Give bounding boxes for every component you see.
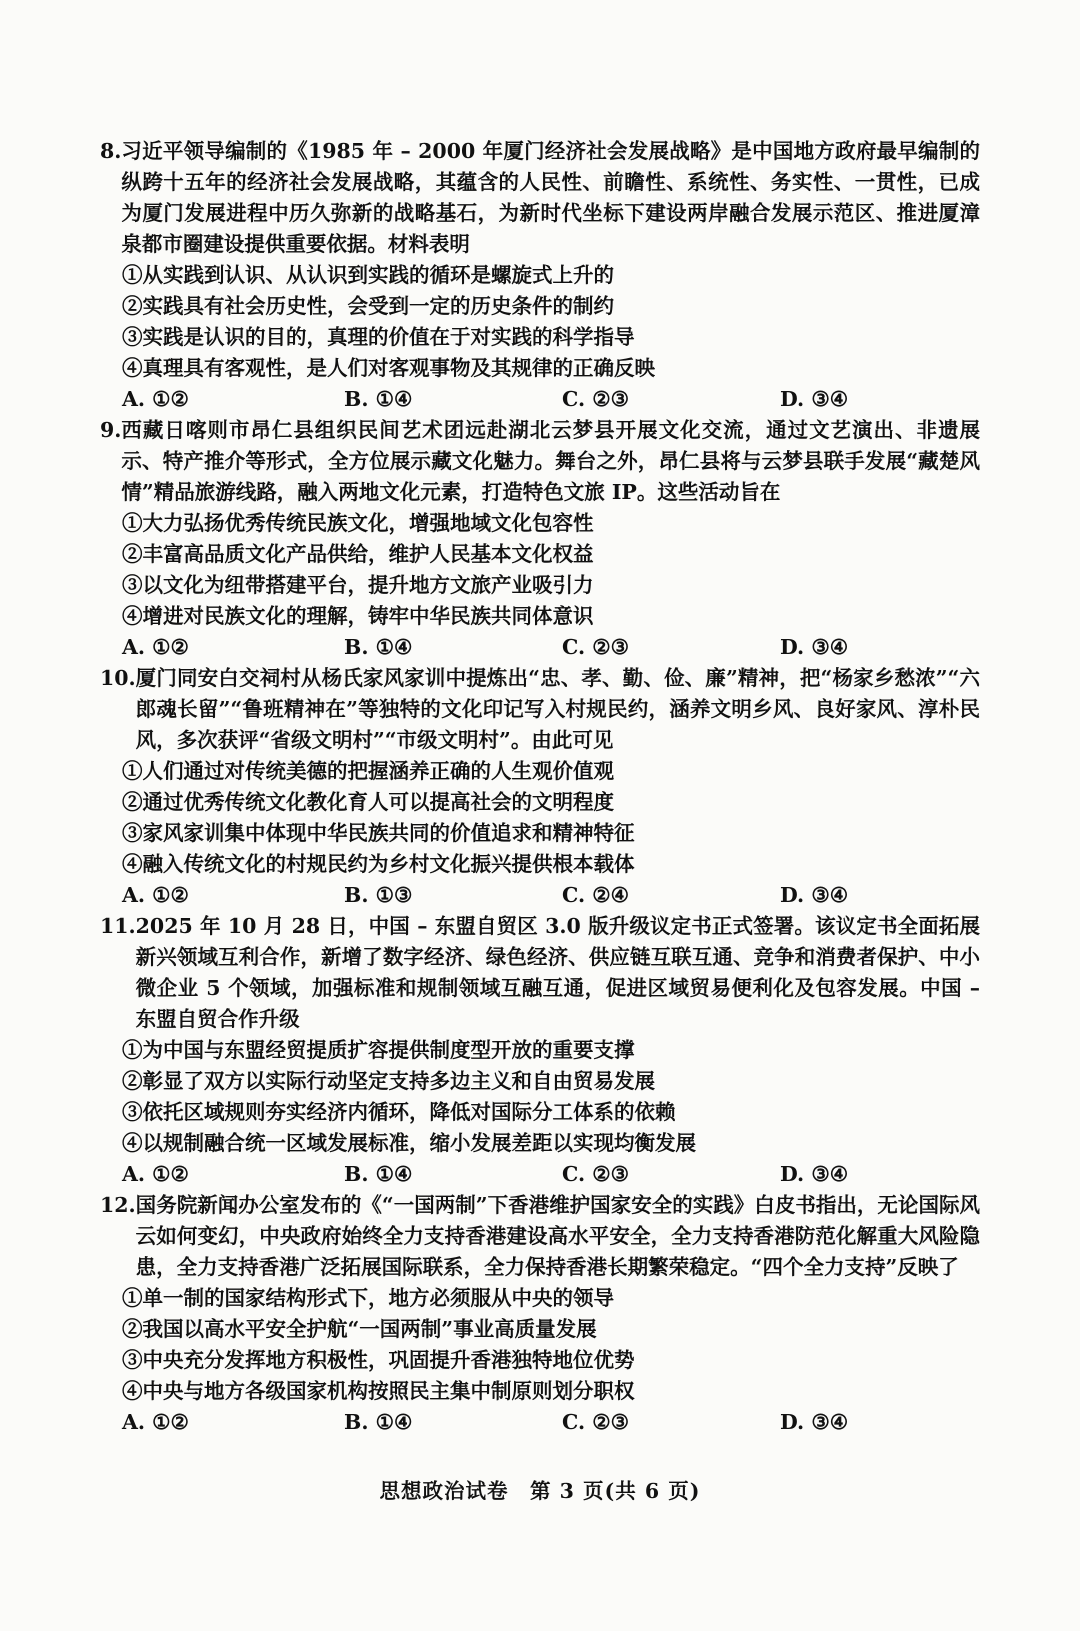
option-b: B. ①④ [344,1410,413,1434]
statement-4: ④融入传统文化的村规民约为乡村文化振兴提供根本载体 [122,852,635,876]
option-d: D. ③④ [780,1162,849,1186]
option-c: C. ②④ [562,883,629,907]
page-footer: 思想政治试卷 第 3 页(共 6 页) [379,1479,701,1503]
question-text: 厦门同安白交祠村从杨氏家风家训中提炼出“忠、孝、勤、俭、廉”精神，把“杨家乡愁浓”“六郎魂长留”“鲁班精神在”等独特的文化印记写入村规民约，涵养文明乡风、良好家风、淳朴民风，多次获评“省级文明村”“市级文明村”。由此可见 [135,666,980,752]
option-d: D. ③④ [780,635,849,659]
option-b: B. ①④ [344,387,413,411]
answer-options [100,1159,980,1190]
answer-options [100,880,980,911]
question-11 [100,911,980,1190]
option-a: A. ①② [122,635,189,659]
answer-options [100,1407,980,1438]
option-a: A. ①② [122,387,189,411]
option-b: B. ①③ [344,883,413,907]
option-d: D. ③④ [780,883,849,907]
statement-2: ②我国以高水平安全护航“一国两制”事业高质量发展 [122,1317,597,1341]
statement-3: ③家风家训集中体现中华民族共同的价值追求和精神特征 [122,821,635,845]
statement-list [100,1035,980,1159]
statement-4: ④中央与地方各级国家机构按照民主集中制原则划分职权 [122,1379,635,1403]
statement-4: ④增进对民族文化的理解，铸牢中华民族共同体意识 [122,604,594,628]
statement-list [100,756,980,880]
question-9 [100,415,980,663]
statement-2: ②丰富高品质文化产品供给，维护人民基本文化权益 [122,542,594,566]
statement-3: ③实践是认识的目的，真理的价值在于对实践的科学指导 [122,325,635,349]
statement-list [100,508,980,632]
statement-3: ③中央充分发挥地方积极性，巩固提升香港独特地位优势 [122,1348,635,1372]
option-c: C. ②③ [562,635,629,659]
question-number: 9. [100,418,122,442]
question-number: 12. [100,1193,136,1217]
question-text: 习近平领导编制的《1985 年 – 2000 年厦门经济社会发展战略》是中国地方政府最早编制的纵跨十五年的经济社会发展战略，其蕴含的人民性、前瞻性、系统性、务实性、一贯性，已成为厦门发展进程中历久弥新的战略基石，为新时代坐标下建设两岸融合发展示范区、推进厦漳泉都市圈建设提供重要依据。材料表明 [121,139,980,256]
statement-2: ②通过优秀传统文化教化育人可以提高社会的文明程度 [122,790,614,814]
question-stem [100,663,980,756]
question-stem [100,415,980,508]
question-text: 国务院新闻办公室发布的《“一国两制”下香港维护国家安全的实践》白皮书指出，无论国际风云如何变幻，中央政府始终全力支持香港建设高水平安全，全力支持香港防范化解重大风险隐患，全力支持香港广泛拓展国际联系，全力保持香港长期繁荣稳定。“四个全力支持”反映了 [135,1193,980,1279]
statement-list [100,1283,980,1407]
question-text: 2025 年 10 月 28 日，中国 – 东盟自贸区 3.0 版升级议定书正式签署。该议定书全面拓展新兴领域互利合作，新增了数字经济、绿色经济、供应链互联互通、竞争和消费者保护、中小微企业 5 个领域，加强标准和规制领域互融互通，促进区域贸易便利化及包容发展。中国 – 东盟自贸合作升级 [135,914,980,1031]
question-stem [100,911,980,1035]
statement-1: ①为中国与东盟经贸提质扩容提供制度型开放的重要支撑 [122,1038,635,1062]
option-c: C. ②③ [562,1162,629,1186]
exam-page [100,136,980,1438]
question-number: 11. [100,914,136,938]
answer-options [100,632,980,663]
option-d: D. ③④ [780,387,849,411]
statement-4: ④真理具有客观性，是人们对客观事物及其规律的正确反映 [122,356,655,380]
option-a: A. ①② [122,883,189,907]
statement-2: ②实践具有社会历史性，会受到一定的历史条件的制约 [122,294,614,318]
question-text: 西藏日喀则市昂仁县组织民间艺术团远赴湖北云梦县开展文化交流，通过文艺演出、非遗展示、特产推介等形式，全方位展示藏文化魅力。舞台之外，昂仁县将与云梦县联手发展“藏楚风情”精品旅游线路，融入两地文化元素，打造特色文旅 IP。这些活动旨在 [121,418,980,504]
option-a: A. ①② [122,1410,189,1434]
question-stem [100,136,980,260]
statement-1: ①大力弘扬优秀传统民族文化，增强地域文化包容性 [122,511,594,535]
statement-1: ①人们通过对传统美德的把握涵养正确的人生观价值观 [122,759,614,783]
question-12 [100,1190,980,1438]
answer-options [100,384,980,415]
question-number: 10. [100,666,136,690]
statement-1: ①单一制的国家结构形式下，地方必须服从中央的领导 [122,1286,614,1310]
option-b: B. ①④ [344,1162,413,1186]
statement-3: ③以文化为纽带搭建平台，提升地方文旅产业吸引力 [122,573,594,597]
statement-list [100,260,980,384]
option-c: C. ②③ [562,387,629,411]
option-c: C. ②③ [562,1410,629,1434]
question-stem [100,1190,980,1283]
statement-2: ②彰显了双方以实际行动坚定支持多边主义和自由贸易发展 [122,1069,655,1093]
question-8 [100,136,980,415]
statement-4: ④以规制融合统一区域发展标准，缩小发展差距以实现均衡发展 [122,1131,696,1155]
statement-3: ③依托区域规则夯实经济内循环，降低对国际分工体系的依赖 [122,1100,676,1124]
question-number: 8. [100,139,122,163]
option-a: A. ①② [122,1162,189,1186]
option-d: D. ③④ [780,1410,849,1434]
option-b: B. ①④ [344,635,413,659]
statement-1: ①从实践到认识、从认识到实践的循环是螺旋式上升的 [122,263,614,287]
question-10 [100,663,980,911]
